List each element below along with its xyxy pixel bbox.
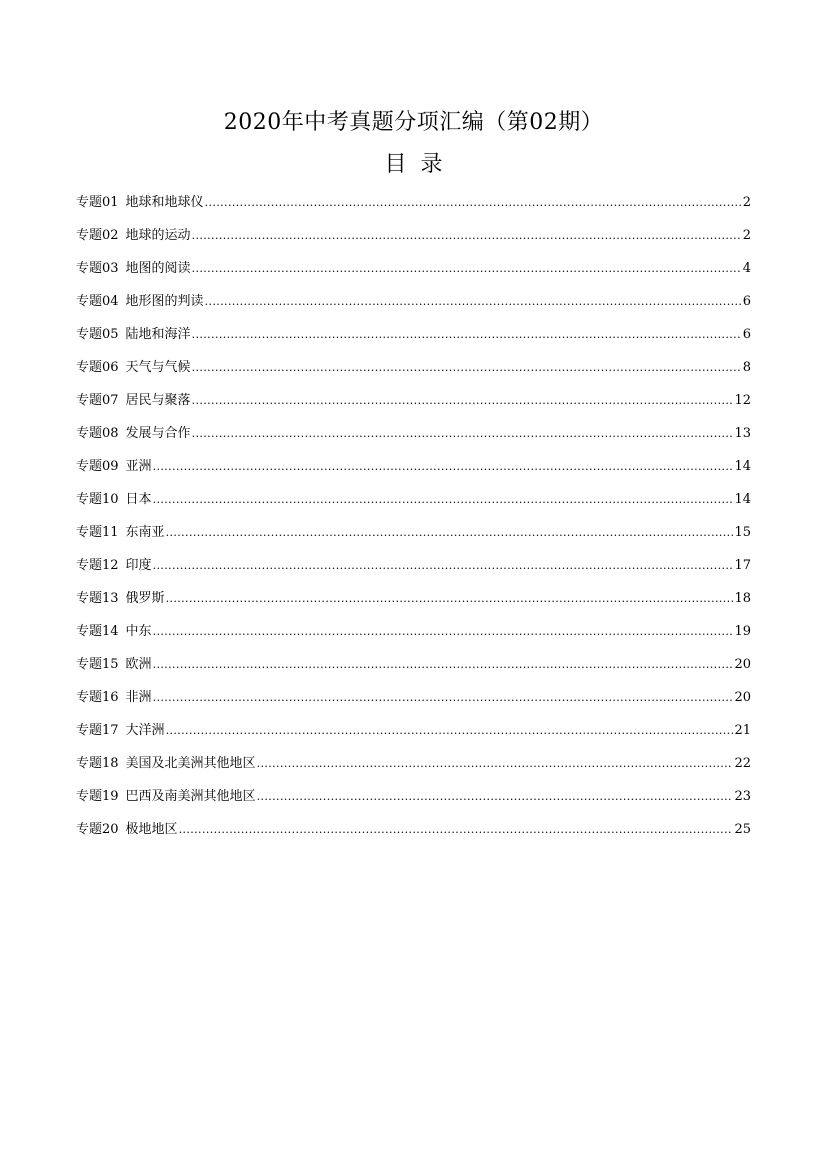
toc-heading: 目录 [384, 152, 457, 177]
toc-leader-dots [153, 556, 734, 576]
toc-entry-title: 地形图的判读 [125, 294, 204, 309]
toc-leader-dots [192, 259, 742, 279]
toc-entry-number: 专题13 [76, 591, 119, 606]
toc-entry-number: 专题08 [76, 426, 119, 441]
toc-entry-number: 专题17 [76, 723, 119, 738]
toc-entry-title: 印度 [125, 558, 152, 573]
toc-entry[interactable] [76, 820, 751, 853]
toc-entry-title: 中东 [125, 624, 152, 639]
toc-entry-page: 23 [734, 789, 751, 804]
toc-leader-dots [153, 457, 734, 477]
toc-leader-dots [166, 523, 734, 543]
toc-entry[interactable] [76, 655, 751, 688]
toc-leader-dots [153, 655, 734, 675]
toc-leader-dots [192, 358, 742, 378]
toc-entry-page: 19 [734, 624, 751, 639]
toc-entry-number: 专题01 [76, 195, 119, 210]
toc-entry-page: 6 [742, 294, 751, 309]
toc-entry-title: 发展与合作 [125, 426, 191, 441]
toc-leader-dots [192, 391, 734, 411]
toc-entry-title: 日本 [125, 492, 152, 507]
toc-entry[interactable] [76, 193, 751, 226]
toc-leader-dots [192, 325, 742, 345]
toc-entry-number: 专题12 [76, 558, 119, 573]
toc-entry-page: 14 [734, 459, 751, 474]
toc-entry[interactable] [76, 259, 751, 292]
toc-entry-title: 东南亚 [125, 525, 165, 540]
toc-entry-page: 12 [734, 393, 751, 408]
toc-entry-title: 俄罗斯 [125, 591, 165, 606]
toc-entry-number: 专题16 [76, 690, 119, 705]
toc-entry[interactable] [76, 589, 751, 622]
toc-entry-page: 17 [734, 558, 751, 573]
toc-entry[interactable] [76, 622, 751, 655]
toc-entry[interactable] [76, 556, 751, 589]
toc-entry-page: 2 [742, 195, 751, 210]
toc-leader-dots [153, 490, 734, 510]
toc-entry-title: 亚洲 [125, 459, 152, 474]
toc-entry-number: 专题02 [76, 228, 119, 243]
toc-entry-title: 居民与聚落 [125, 393, 191, 408]
toc-entry[interactable] [76, 787, 751, 820]
toc-entry-title: 地球和地球仪 [125, 195, 204, 210]
toc-entry[interactable] [76, 688, 751, 721]
toc-entry-page: 18 [734, 591, 751, 606]
toc-entry[interactable] [76, 721, 751, 754]
toc-entry[interactable] [76, 325, 751, 358]
toc-leader-dots [153, 622, 734, 642]
toc-entry-page: 20 [734, 690, 751, 705]
toc-entry-title: 欧洲 [125, 657, 152, 672]
toc-entry[interactable] [76, 292, 751, 325]
toc-entry-number: 专题04 [76, 294, 119, 309]
toc-leader-dots [205, 292, 742, 312]
toc-entry[interactable] [76, 358, 751, 391]
toc-entry-page: 13 [734, 426, 751, 441]
toc-entry-number: 专题05 [76, 327, 119, 342]
toc-entry-number: 专题09 [76, 459, 119, 474]
toc-entry-number: 专题18 [76, 756, 119, 771]
toc-entry-page: 22 [734, 756, 751, 771]
toc-leader-dots [166, 721, 734, 741]
toc-leader-dots [257, 787, 734, 807]
toc-leader-dots [257, 754, 734, 774]
toc-leader-dots [166, 589, 734, 609]
toc-entry[interactable] [76, 754, 751, 787]
toc-entry-number: 专题20 [76, 822, 119, 837]
toc-entry-page: 21 [734, 723, 751, 738]
toc-entry-title: 天气与气候 [125, 360, 191, 375]
document-title: 2020年中考真题分项汇编（第02期） [223, 110, 604, 135]
toc-entry[interactable] [76, 424, 751, 457]
toc-entry[interactable] [76, 457, 751, 490]
toc-entry-page: 14 [734, 492, 751, 507]
toc-entry-number: 专题19 [76, 789, 119, 804]
toc-entry[interactable] [76, 391, 751, 424]
toc-entry-page: 8 [742, 360, 751, 375]
toc-entry-number: 专题15 [76, 657, 119, 672]
toc-leader-dots [179, 820, 734, 840]
toc-entry-number: 专题10 [76, 492, 119, 507]
toc-leader-dots [205, 193, 742, 213]
toc-entry[interactable] [76, 523, 751, 556]
toc-leader-dots [153, 688, 734, 708]
toc-entry-page: 15 [734, 525, 751, 540]
toc-entry-page: 25 [734, 822, 751, 837]
toc-entry-title: 巴西及南美洲其他地区 [125, 789, 256, 804]
toc-entry[interactable] [76, 490, 751, 523]
toc-entry-title: 极地地区 [125, 822, 178, 837]
toc-entry-number: 专题11 [76, 525, 119, 540]
toc-entry-title: 美国及北美洲其他地区 [125, 756, 256, 771]
toc-entry-page: 20 [734, 657, 751, 672]
toc-entry-number: 专题03 [76, 261, 119, 276]
toc-leader-dots [192, 424, 734, 444]
toc-entry-page: 6 [742, 327, 751, 342]
toc-entry-title: 地图的阅读 [125, 261, 191, 276]
toc-entry-title: 非洲 [125, 690, 152, 705]
toc-entry-title: 大洋洲 [125, 723, 165, 738]
toc-entry-number: 专题06 [76, 360, 119, 375]
toc-entry-page: 4 [742, 261, 751, 276]
toc-entry-number: 专题07 [76, 393, 119, 408]
table-of-contents [76, 193, 751, 853]
toc-leader-dots [192, 226, 742, 246]
toc-entry-title: 地球的运动 [125, 228, 191, 243]
toc-entry[interactable] [76, 226, 751, 259]
toc-entry-number: 专题14 [76, 624, 119, 639]
toc-entry-title: 陆地和海洋 [125, 327, 191, 342]
toc-entry-page: 2 [742, 228, 751, 243]
